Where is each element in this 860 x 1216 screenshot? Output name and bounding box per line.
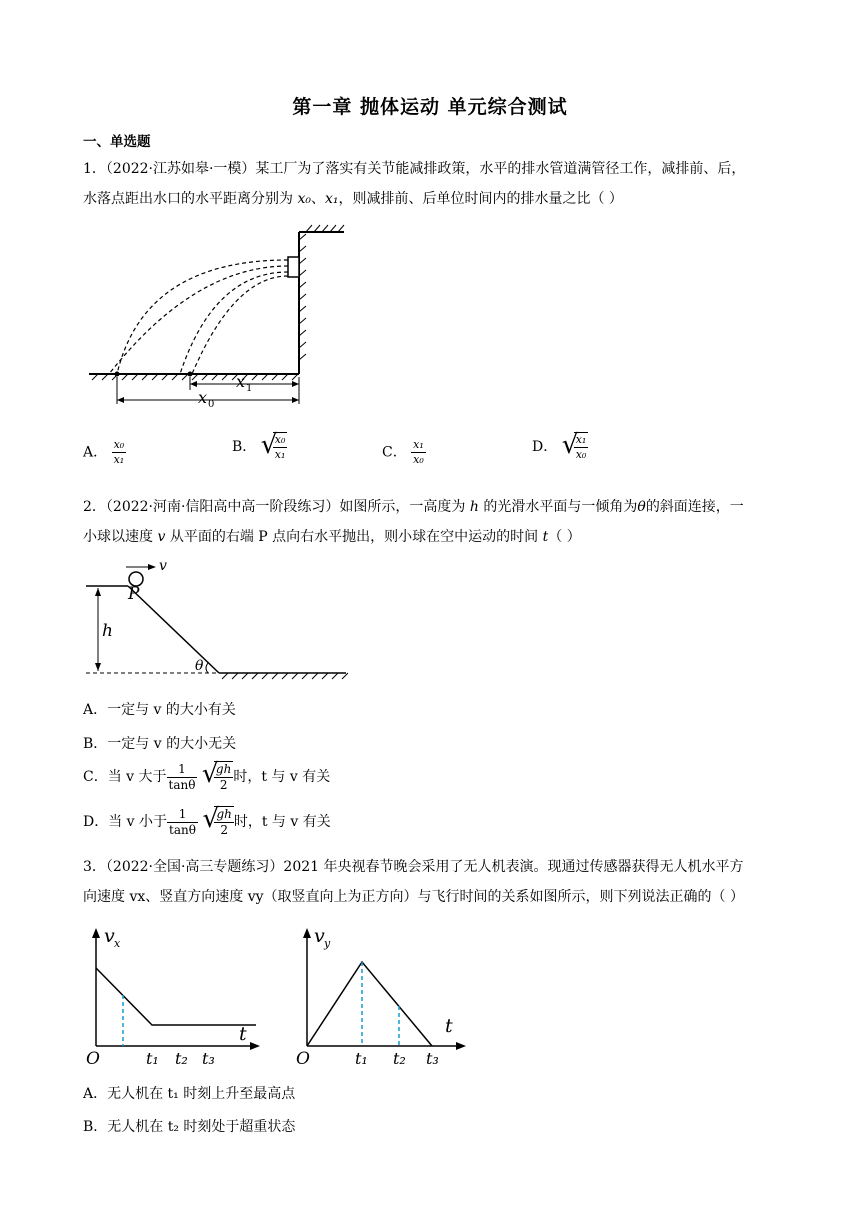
vx-ysub: x bbox=[114, 937, 121, 950]
vy-tlabel: t bbox=[445, 1015, 453, 1037]
fraction bbox=[167, 807, 198, 838]
q1-option-d bbox=[532, 432, 588, 462]
vy-origin: O bbox=[296, 1049, 310, 1069]
q2-l1c: 的斜面连接，一 bbox=[645, 499, 744, 515]
q2-h: h bbox=[469, 499, 479, 515]
vy-ylabel: v bbox=[314, 925, 325, 947]
frac-den: x₀ bbox=[575, 448, 587, 461]
q1-text bbox=[83, 154, 783, 214]
q2-l2c: （ ） bbox=[548, 529, 581, 545]
frac-den: x₀ bbox=[413, 453, 424, 466]
q2-l2a: 小球以速度 bbox=[83, 529, 158, 545]
vy-tick-t1: t₁ bbox=[355, 1049, 368, 1068]
opt-tail: 时，t 与 v 有关 bbox=[233, 814, 331, 830]
q2-option-a: A．一定与 v 的大小有关 bbox=[83, 702, 236, 718]
q2-l2b: 从平面的右端 P 点向右水平抛出，则小球在空中运动的时间 bbox=[165, 529, 543, 545]
frac-num: x₁ bbox=[413, 438, 424, 451]
sqrt: √ $\frac{\text{x₀}}{\text{x₁}}$ bbox=[260, 430, 286, 461]
q3-option-a: A．无人机在 t₁ 时刻上升至最高点 bbox=[83, 1086, 296, 1102]
q2-v: v bbox=[157, 529, 166, 545]
q1-fig-x0: x bbox=[198, 388, 208, 407]
q2-fig-p: P bbox=[128, 584, 140, 604]
sqrt: √ $\frac{gh}{2}$ bbox=[202, 804, 232, 837]
q2-fig-theta: θ bbox=[195, 658, 204, 674]
vy-tick-t2: t₂ bbox=[393, 1049, 406, 1068]
q2-option-d bbox=[83, 806, 331, 838]
q1-fig-x1-sub: 1 bbox=[246, 383, 253, 394]
q2-l1b: 的光滑水平面与一倾角为 bbox=[478, 499, 638, 515]
q1-option-c bbox=[382, 438, 426, 467]
q3-option-b: B．无人机在 t₂ 时刻处于超重状态 bbox=[83, 1119, 296, 1135]
vx-tick-t1: t₁ bbox=[146, 1049, 159, 1068]
option-label: B． bbox=[232, 439, 257, 455]
q1-option-a bbox=[83, 438, 126, 467]
q3-vx-graph bbox=[84, 920, 264, 1070]
frac-num: x₀ bbox=[274, 433, 286, 446]
opt-prefix: D．当 v 小于 bbox=[83, 814, 168, 830]
q1-sep: 、 bbox=[310, 191, 325, 207]
frac-num: gh bbox=[215, 762, 232, 776]
frac-num: 1 bbox=[167, 762, 198, 778]
q3-line1: 3．（2022·全国·高三专题练习）2021 年央视春节晚会采用了无人机表演。现通过传感器获得无人机水平方 bbox=[83, 859, 744, 875]
opt-prefix: C．当 v 大于 bbox=[83, 769, 167, 785]
frac-den: 2 bbox=[220, 823, 228, 837]
q1-x0: x₀ bbox=[297, 191, 311, 207]
sqrt: √ $\frac{\text{x₁}}{\text{x₀}}$ bbox=[561, 430, 587, 461]
vx-tick-t3: t₃ bbox=[202, 1049, 215, 1068]
option-label: D． bbox=[532, 439, 558, 455]
vx-origin: O bbox=[86, 1049, 100, 1069]
q1-fig-x1: x bbox=[236, 372, 246, 391]
section-heading: 一、单选题 bbox=[83, 134, 151, 150]
frac-den: x₁ bbox=[274, 448, 286, 461]
frac-num: x₀ bbox=[113, 438, 125, 451]
q3-line2: 向速度 vx、竖直方向速度 vy（取竖直向上为正方向）与飞行时间的关系如图所示，则下列说法正确的（ ） bbox=[83, 889, 744, 905]
vx-tick-t2: t₂ bbox=[175, 1049, 188, 1068]
q2-option-b: B．一定与 v 的大小无关 bbox=[83, 736, 237, 752]
fraction bbox=[167, 762, 198, 793]
q1-line2 bbox=[83, 184, 783, 214]
q3-text bbox=[83, 852, 783, 912]
q1-line2b: ，则减排前、后单位时间内的排水量之比（ ） bbox=[338, 191, 623, 207]
q2-figure bbox=[84, 560, 354, 684]
q2-fig-h: h bbox=[102, 621, 113, 641]
q2-option-c bbox=[83, 761, 330, 793]
q2-line2 bbox=[83, 522, 783, 552]
option-label: C． bbox=[382, 444, 407, 461]
q1-figure bbox=[84, 222, 354, 412]
q2-text bbox=[83, 492, 783, 552]
sqrt: √ $\frac{gh}{2}$ bbox=[201, 759, 232, 792]
option-label: A． bbox=[83, 444, 108, 461]
q1-line1: 1．（2022·江苏如皋·一模）某工厂为了落实有关节能减排政策，水平的排水管道满管径工作，减排前、后， bbox=[83, 161, 746, 177]
frac-den: tanθ bbox=[168, 777, 196, 792]
q1-line2a: 水落点距出水口的水平距离分别为 bbox=[83, 191, 298, 207]
q2-fig-v: v bbox=[159, 560, 167, 574]
q2-t: t bbox=[542, 529, 549, 545]
fraction bbox=[112, 438, 127, 467]
q2-l1a: 2．（2022·河南·信阳高中高一阶段练习）如图所示，一高度为 bbox=[83, 499, 470, 515]
vy-ysub: y bbox=[324, 937, 331, 950]
vy-tick-t3: t₃ bbox=[426, 1049, 439, 1068]
q2-line1 bbox=[83, 492, 783, 522]
frac-num: gh bbox=[216, 807, 232, 821]
q2-theta: θ bbox=[637, 499, 646, 515]
frac-num: x₁ bbox=[575, 433, 587, 446]
fraction bbox=[411, 438, 426, 467]
vx-tlabel: t bbox=[239, 1023, 247, 1045]
q1-option-b bbox=[232, 432, 287, 462]
q1-fig-x0-sub: 0 bbox=[208, 399, 215, 410]
q1-x1: x₁ bbox=[324, 191, 339, 207]
vx-ylabel: v bbox=[104, 925, 115, 947]
frac-den: 2 bbox=[219, 778, 228, 792]
frac-den: tanθ bbox=[169, 822, 196, 837]
frac-num: 1 bbox=[167, 807, 198, 823]
page-title: 第一章 抛体运动 单元综合测试 bbox=[292, 96, 568, 118]
opt-tail: 时，t 与 v 有关 bbox=[233, 769, 331, 785]
frac-den: x₁ bbox=[113, 453, 125, 466]
q3-vy-graph bbox=[292, 920, 472, 1070]
